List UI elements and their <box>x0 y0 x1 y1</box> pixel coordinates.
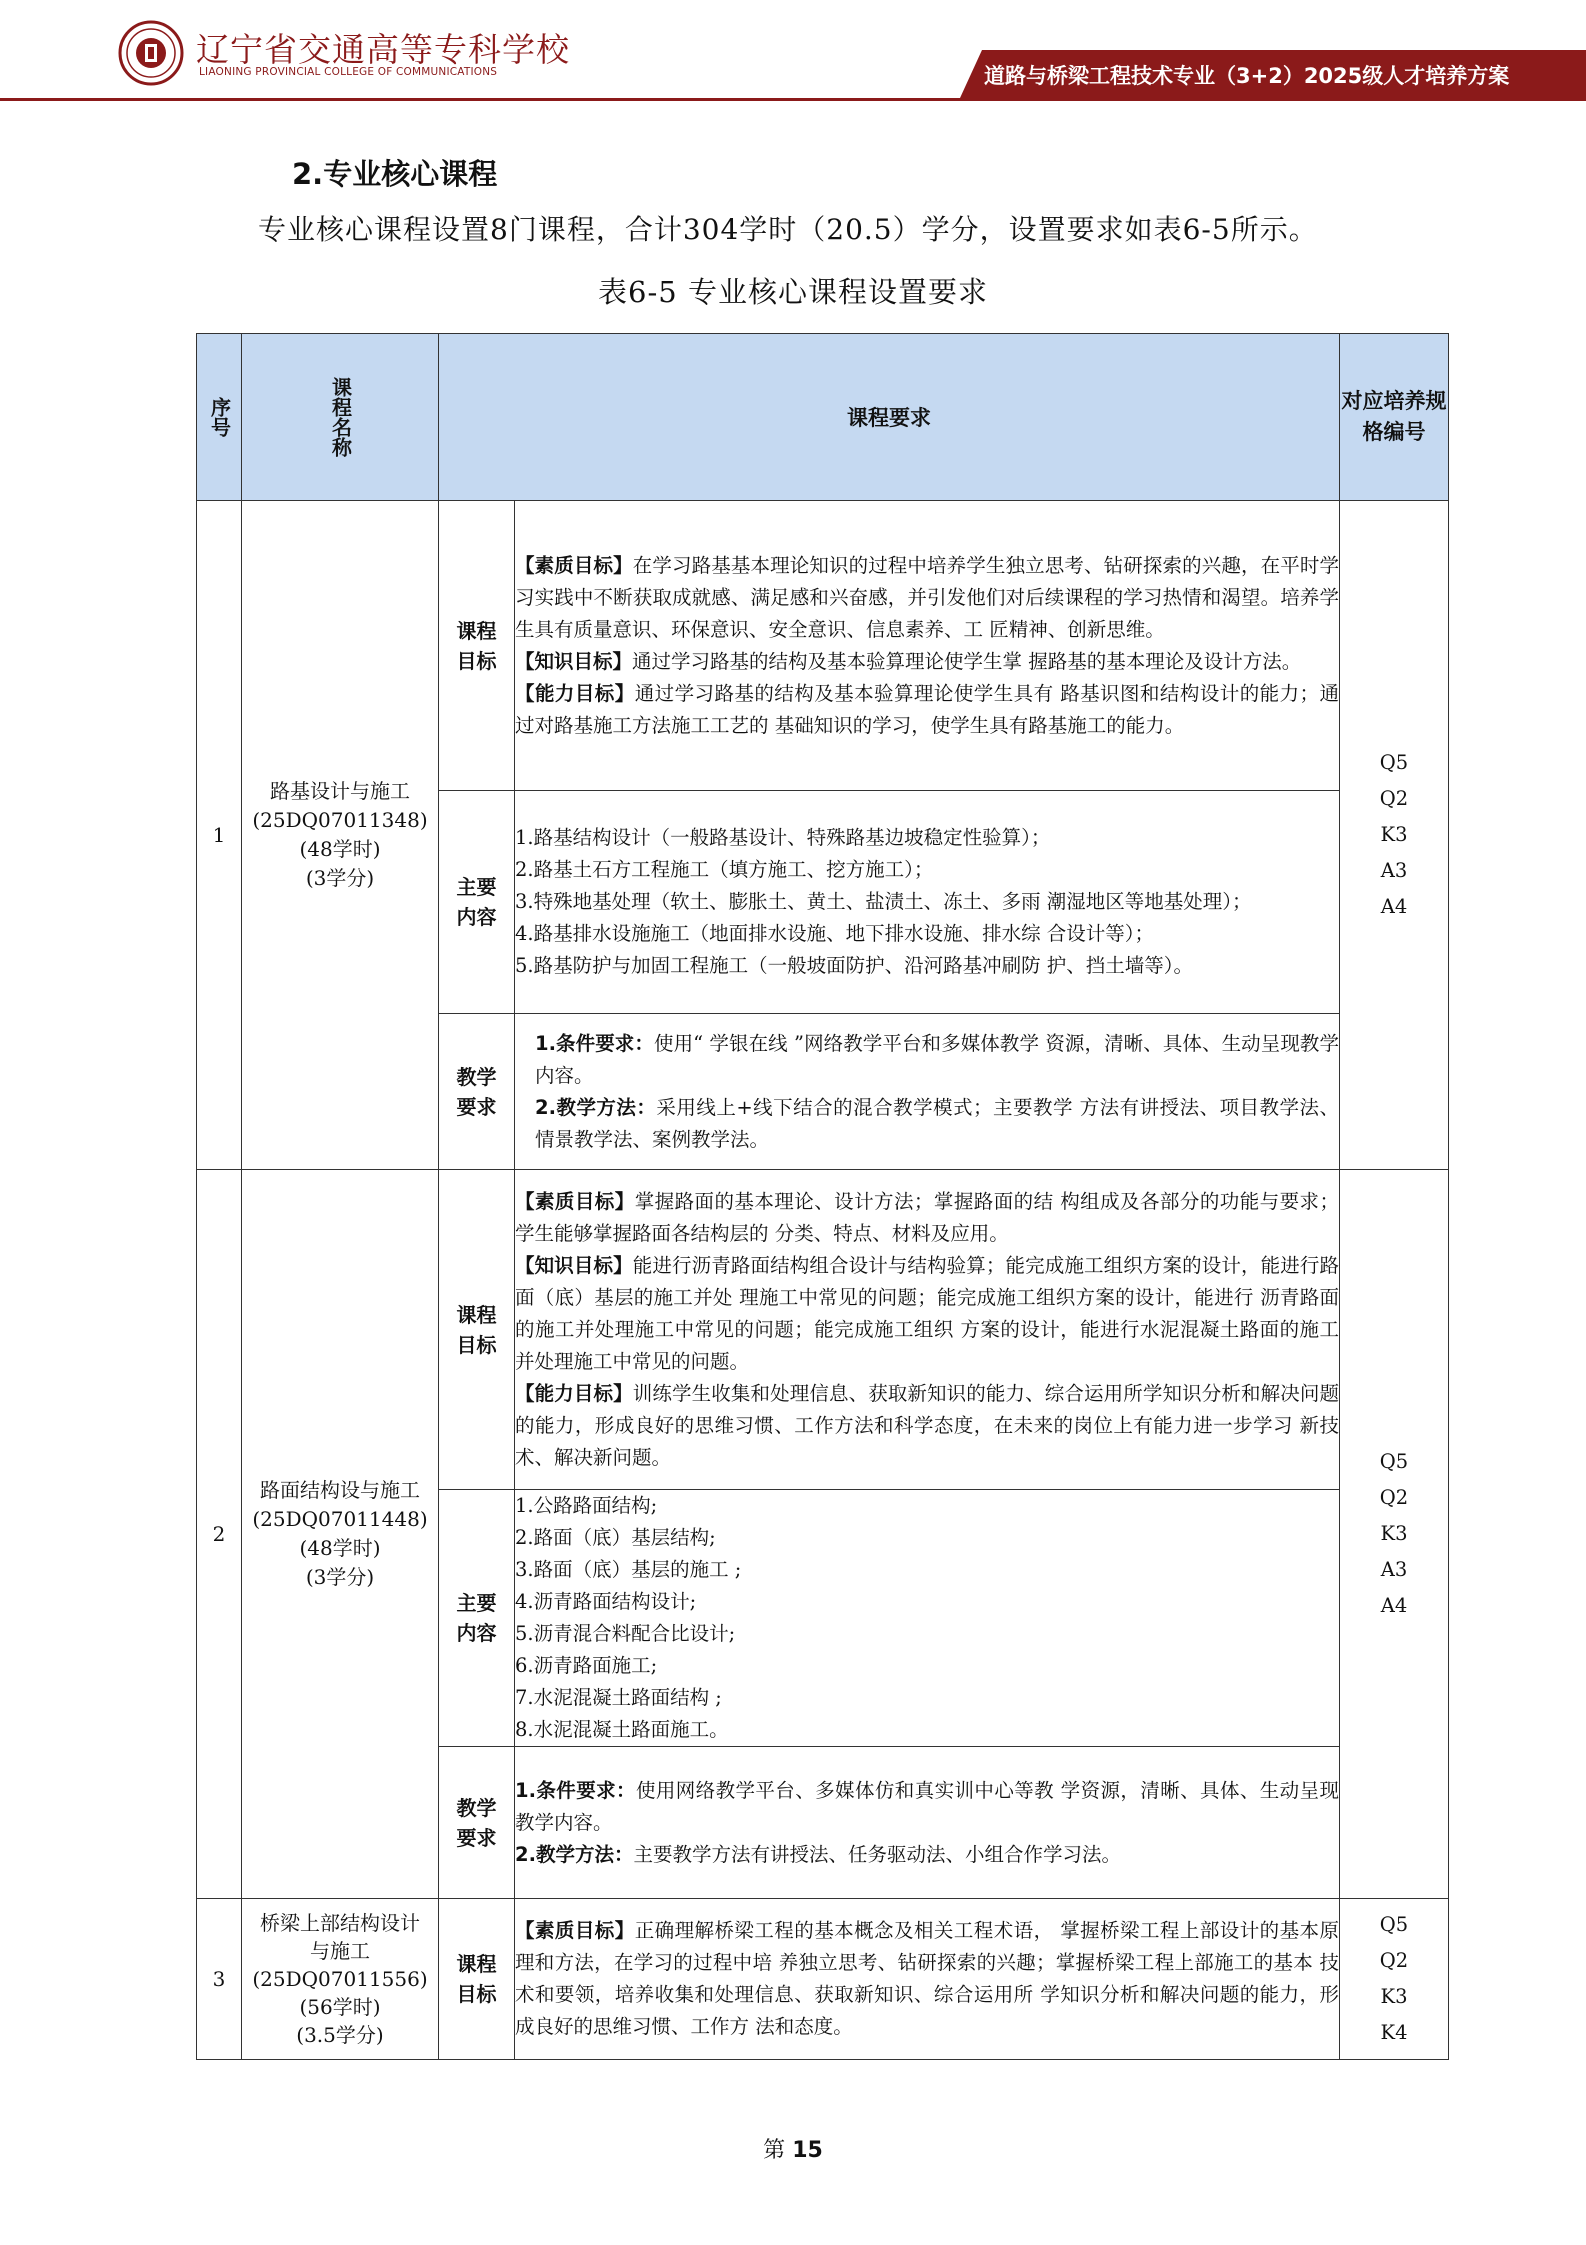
school-name-en: LIAONING PROVINCIAL COLLEGE OF COMMUNICATIONS <box>199 66 498 78</box>
objectives-label: 课程目标 <box>439 1170 515 1490</box>
header-divider <box>0 98 1586 101</box>
section-title: 2.专业核心课程 <box>292 157 498 191</box>
objectives-label: 课程目标 <box>439 1899 515 2060</box>
table-caption: 表6-5 专业核心课程设置要求 <box>598 275 988 309</box>
school-name-cn: 辽宁省交通高等专科学校 <box>196 30 570 69</box>
spec-codes: Q5 Q2 K3 K4 <box>1340 1899 1449 2060</box>
objectives-label: 课程目标 <box>439 501 515 791</box>
row-index: 1 <box>197 501 242 1170</box>
teaching-label: 教学要求 <box>439 1747 515 1899</box>
teaching-requirements: 1.条件要求：使用“ 学银在线 ”网络教学平台和多媒体教学 资源，清晰、具体、生动呈现教学内容。 2.教学方法：采用线上+线下结合的混合教学模式；主要教学 方法有讲授法、项目教学法、情景教学法、案例教学法。 <box>515 1014 1340 1170</box>
content-label: 主要内容 <box>439 1490 515 1747</box>
course-objectives: 【素质目标】掌握路面的基本理论、设计方法；掌握路面的结 构组成及各部分的功能与要求；学生能够掌握路面各结构层的 分类、特点、材料及应用。 【知识目标】能进行沥青路面结构组合设计与结构验算；能完成施工组织方案的设计，能进行路面（底）基层的施工并处 理施工中常见的问题；能完成施工组织方案的设计，能进行 沥青路面的施工并处理施工中常见的问题；能完成施工组织 方案的设计，能进行水泥混凝土路面的施工并处理施工中常见的问题。 【能力目标】训练学生收集和处理信息、获取新知识的能力、综合运用所学知识分析和解决问题的能力，形成良好的思维习惯、工作方法和科学态度，在未来的岗位上有能力进一步学习 新技术、解决新问题。 <box>515 1170 1340 1490</box>
page-number: 第 15 <box>763 2138 823 2163</box>
content-label: 主要内容 <box>439 791 515 1014</box>
course-content: 1.公路路面结构; 2.路面（底）基层结构; 3.路面（底）基层的施工 ; 4.沥青路面结构设计; 5.沥青混合料配合比设计; 6.沥青路面施工; 7.水泥混凝土路面结构 ; 8.水泥混凝土路面施工。 <box>515 1490 1340 1747</box>
teaching-label: 教学要求 <box>439 1014 515 1170</box>
spec-codes: Q5 Q2 K3 A3 A4 <box>1340 501 1449 1170</box>
core-course-table <box>196 333 1449 2060</box>
header-course-name: 课程名称 <box>242 334 439 501</box>
course-objectives: 【素质目标】正确理解桥梁工程的基本概念及相关工程术语， 掌握桥梁工程上部设计的基本原理和方法，在学习的过程中培 养独立思考、钻研探索的兴趣；掌握桥梁工程上部施工的基本 技术和要领，培养收集和处理信息、获取新知识、综合运用所 学知识分析和解决问题的能力，形成良好的思维习惯、工作方 法和态度。 <box>515 1899 1340 2060</box>
header-index: 序号 <box>197 334 242 501</box>
teaching-requirements: 1.条件要求：使用网络教学平台、多媒体仿和真实训中心等教 学资源，清晰、具体、生动呈现教学内容。 2.教学方法：主要教学方法有讲授法、任务驱动法、小组合作学习法。 <box>515 1747 1340 1899</box>
document-title: 道路与桥梁工程技术专业（3+2）2025级人才培养方案 <box>984 64 1510 88</box>
course-name: 路基设计与施工 (25DQ07011348) (48学时) (3学分) <box>242 501 439 1170</box>
table-row <box>197 501 1449 791</box>
table-header-row <box>197 334 1449 501</box>
school-seal-icon <box>118 20 184 86</box>
header-spec-code: 对应培养规格编号 <box>1340 334 1449 501</box>
course-objectives: 【素质目标】在学习路基基本理论知识的过程中培养学生独立思考、钻研探索的兴趣，在平时学习实践中不断获取成就感、满足感和兴奋感，并引发他们对后续课程的学习热情和渴望。培养学生具有质量意识、环保意识、安全意识、信息素养、工 匠精神、创新思维。 【知识目标】通过学习路基的结构及基本验算理论使学生掌 握路基的基本理论及设计方法。 【能力目标】通过学习路基的结构及基本验算理论使学生具有 路基识图和结构设计的能力；通过对路基施工方法施工工艺的 基础知识的学习，使学生具有路基施工的能力。 <box>515 501 1340 791</box>
course-name: 桥梁上部结构设计 与施工 (25DQ07011556) (56学时) (3.5学分) <box>242 1899 439 2060</box>
course-name: 路面结构设与施工 (25DQ07011448) (48学时) (3学分) <box>242 1170 439 1899</box>
row-index: 2 <box>197 1170 242 1899</box>
page-header <box>0 0 1586 105</box>
header-requirement: 课程要求 <box>439 334 1340 501</box>
table-row <box>197 1899 1449 2060</box>
course-content: 1.路基结构设计（一般路基设计、特殊路基边坡稳定性验算）； 2.路基土石方工程施工（填方施工、挖方施工）； 3.特殊地基处理（软土、膨胀土、黄土、盐渍土、冻土、多雨 潮湿地区等地基处理）； 4.路基排水设施施工（地面排水设施、地下排水设施、排水综 合设计等）； 5.路基防护与加固工程施工（一般坡面防护、沿河路基冲刷防 护、挡土墙等）。 <box>515 791 1340 1014</box>
row-index: 3 <box>197 1899 242 2060</box>
spec-codes: Q5 Q2 K3 A3 A4 <box>1340 1170 1449 1899</box>
table-row <box>197 1170 1449 1490</box>
intro-paragraph: 专业核心课程设置8门课程，合计304学时（20.5）学分，设置要求如表6-5所示。 <box>258 213 1318 246</box>
